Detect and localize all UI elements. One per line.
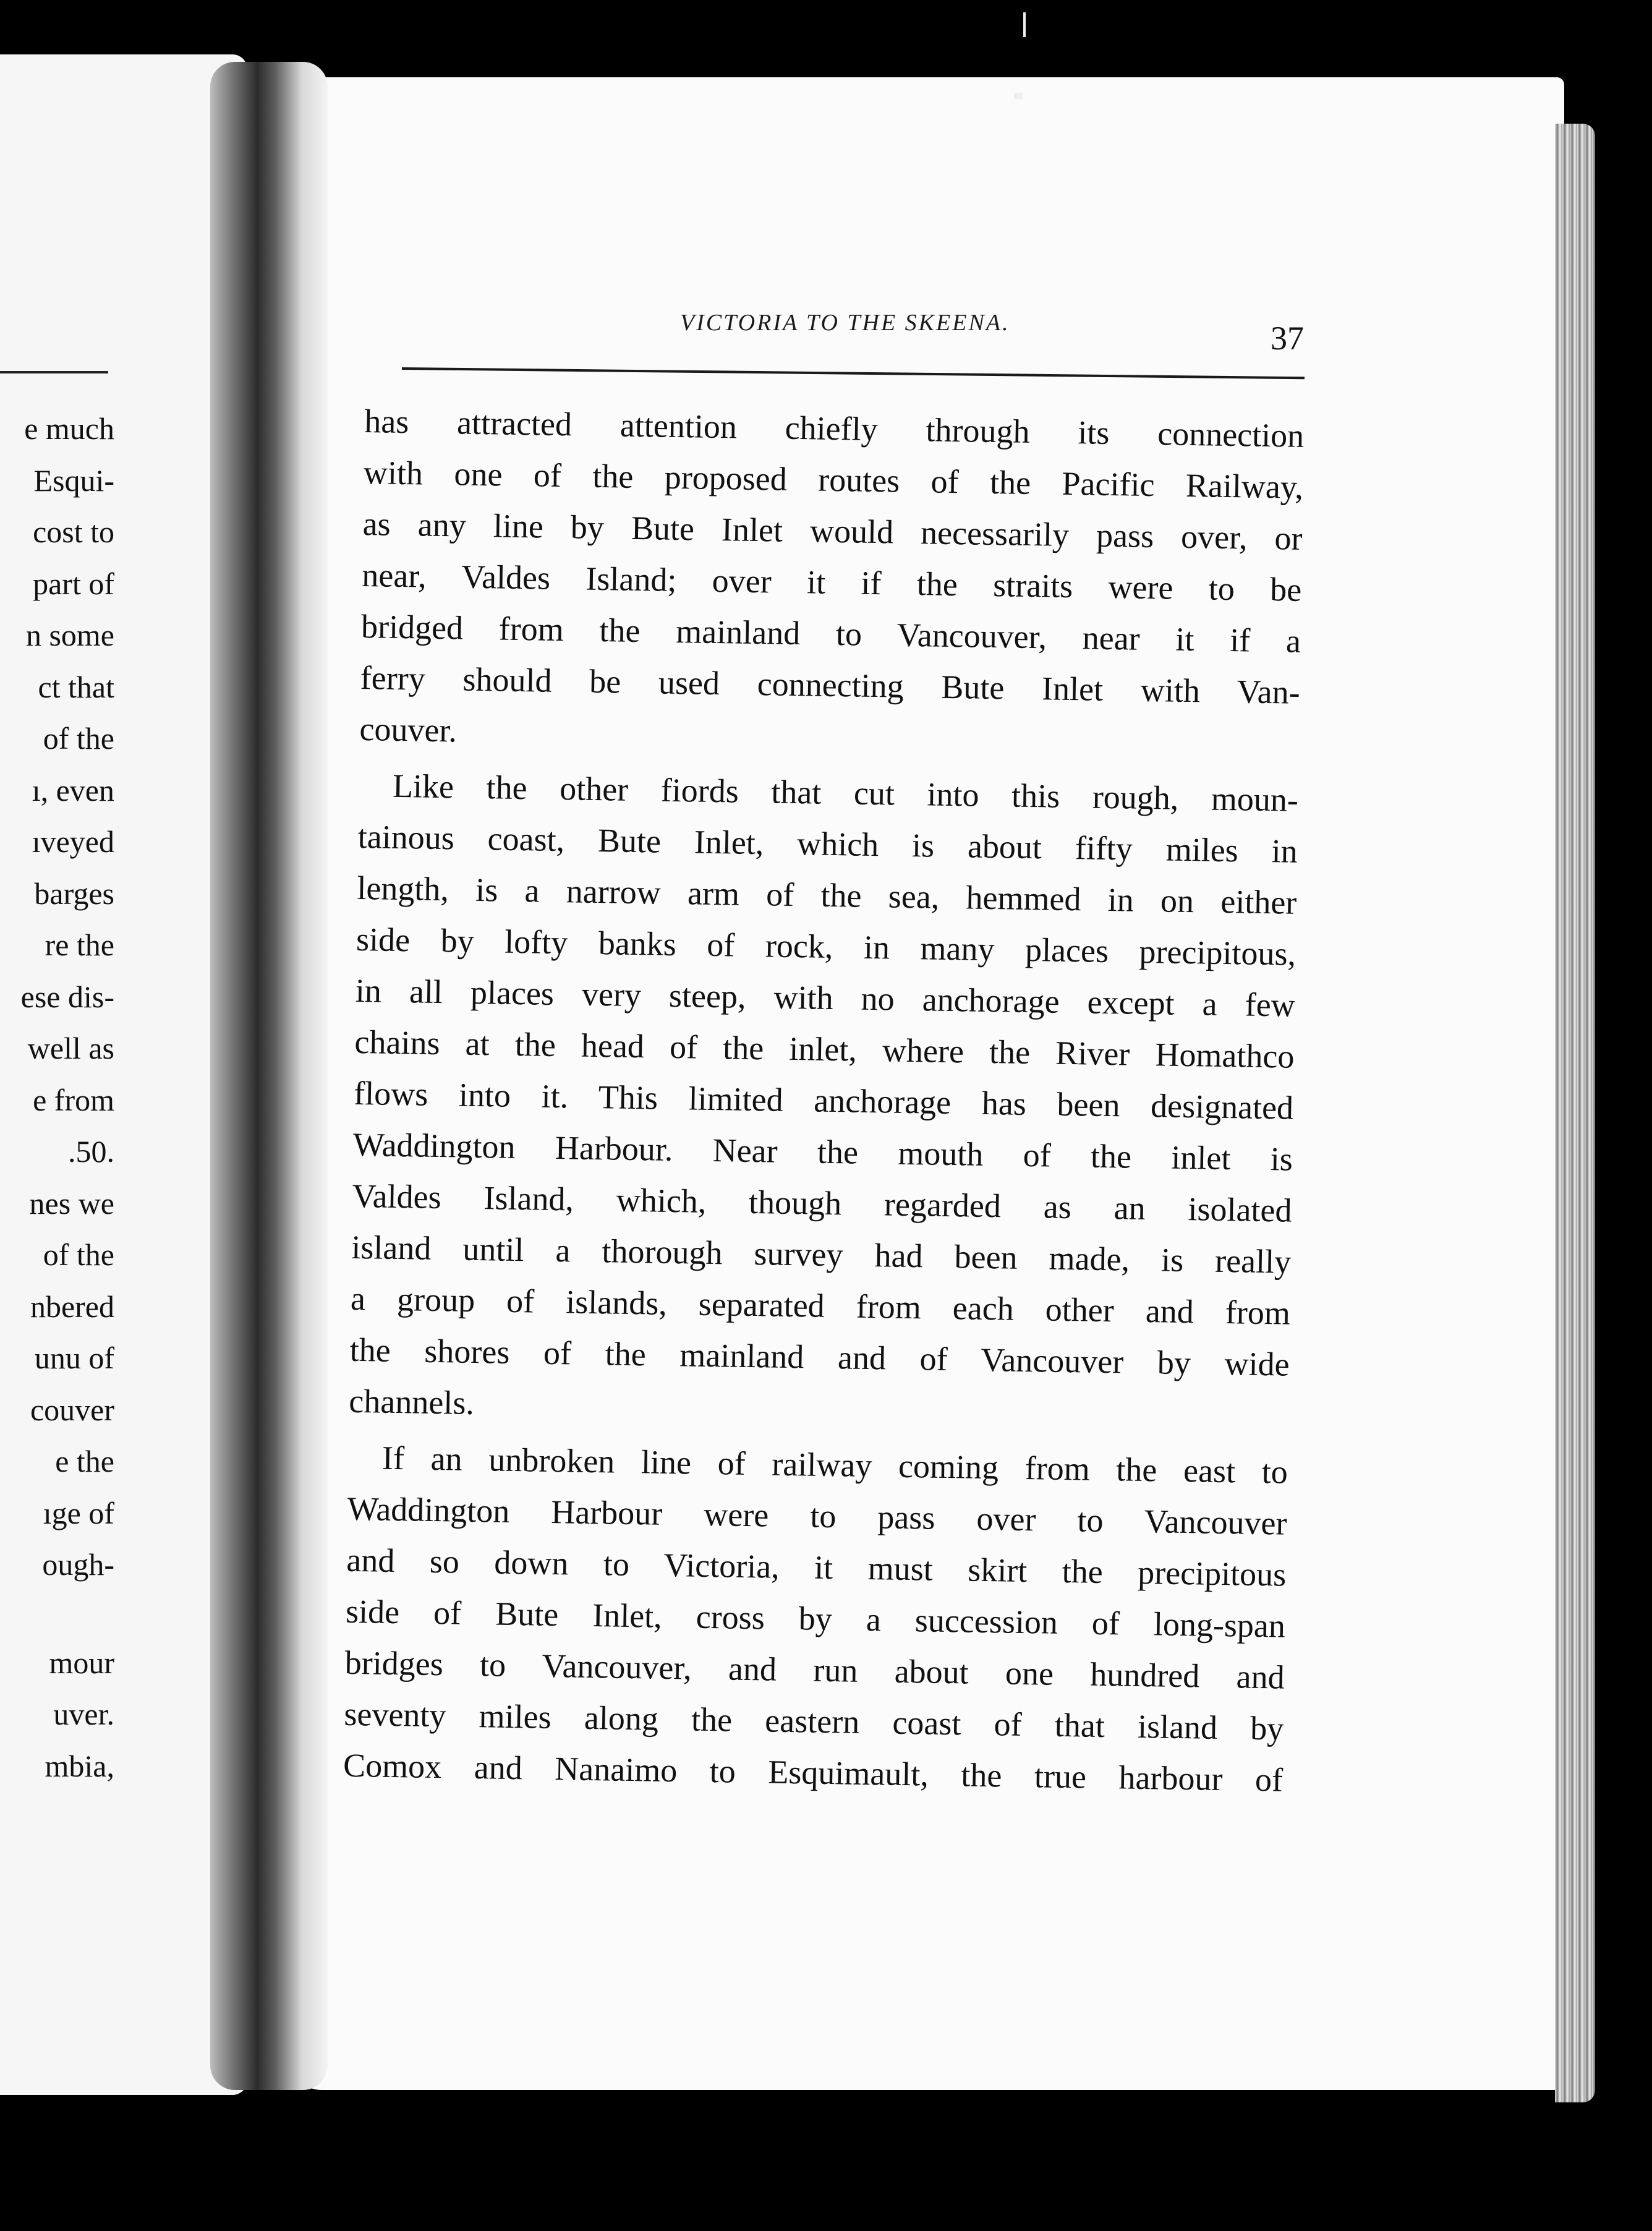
left-page-line: mbia, [45, 1748, 114, 1783]
text-line: ferry should be used connecting Bute Inlet with Van- [360, 659, 1301, 711]
text-line: side of Bute Inlet, cross by a succession of long-span [345, 1592, 1286, 1645]
text-line: Like the other fiords that cut into this rough, moun- [392, 767, 1299, 819]
left-page-line: barges [34, 876, 114, 911]
paragraph [359, 396, 1305, 770]
text-line: has attracted attention chiefly through its connection [364, 402, 1305, 454]
text-line: flows into it. This limited anchorage has been designated [353, 1074, 1294, 1127]
text-line: in all places very steep, with no anchorage except a few [355, 971, 1296, 1024]
left-page-line: well as [27, 1031, 114, 1065]
left-page-rule [0, 371, 108, 373]
text-line: as any line by Bute Inlet would necessarily pass over, or [362, 505, 1303, 557]
page-edges [1555, 124, 1595, 2102]
text-line: couver. [359, 710, 458, 749]
left-page-line: .50. [68, 1134, 114, 1169]
text-line: side by lofty banks of rock, in many places precipitous, [356, 920, 1296, 973]
text-line: Waddington Harbour. Near the mouth of the inlet is [352, 1125, 1293, 1178]
text-line: with one of the proposed routes of the Pacific Railway, [363, 453, 1304, 506]
text-line: tainous coast, Bute Inlet, which is about fifty miles in [357, 817, 1298, 870]
text-line: the shores of the mainland and of Vancouver by wide [349, 1331, 1290, 1383]
text-line: Valdes Island, which, though regarded as an isolated [352, 1177, 1292, 1229]
left-page-line: nbered [30, 1289, 114, 1324]
left-page-text [0, 403, 114, 1792]
scan-speck [1014, 93, 1023, 99]
left-page-line: ough- [42, 1547, 114, 1582]
text-line: If an unbroken line of railway coming from the east to [381, 1439, 1288, 1491]
left-page-line: ı, even [32, 772, 114, 808]
book-gutter [210, 62, 328, 2090]
page-body [343, 396, 1305, 1806]
left-page-line: of the [43, 721, 114, 756]
text-line: length, is a narrow arm of the sea, hemmed in on either [357, 869, 1297, 921]
text-line: seventy miles along the eastern coast of that island by [344, 1695, 1284, 1747]
text-line: near, Valdes Island; over it if the straits were to be [361, 556, 1302, 608]
text-line: Comox and Nanaimo to Esquimault, the true harbour of [343, 1746, 1284, 1799]
text-line: bridged from the mainland to Vancouver, near it if a [360, 607, 1301, 660]
left-page-line: unu of [34, 1341, 114, 1375]
left-page-line: of the [43, 1237, 114, 1272]
text-line: chains at the head of the inlet, where the River Homathco [354, 1023, 1295, 1075]
paragraph [343, 1432, 1288, 1806]
left-page-line: uver. [53, 1697, 114, 1731]
left-page-line [0, 1591, 114, 1637]
left-page-line: Esqui- [33, 463, 114, 498]
left-page-line: ıge of [43, 1495, 114, 1530]
page-number: 37 [1271, 320, 1304, 357]
left-page-line: ese dis- [20, 979, 114, 1014]
left-page-line: ct that [38, 669, 114, 704]
left-page-line: ıveyed [32, 824, 114, 859]
left-page-line: e the [55, 1444, 114, 1478]
left-page-line: mour [49, 1645, 114, 1680]
left-page-line: nes we [29, 1185, 114, 1221]
left-page-line: part of [33, 566, 114, 601]
left-page-line: e much [24, 411, 114, 446]
left-page-line: n some [25, 618, 114, 652]
left-page-line: re the [45, 928, 114, 962]
text-line: bridges to Vancouver, and run about one hundred and [344, 1644, 1285, 1696]
text-line: Waddington Harbour were to pass over to Vancouver [347, 1490, 1288, 1542]
left-page-line: e from [33, 1082, 114, 1117]
scan-speck [1023, 12, 1026, 37]
running-title: VICTORIA TO THE SKEENA. [680, 310, 1010, 336]
text-line: and so down to Victoria, it must skirt the precipitous [346, 1541, 1287, 1593]
left-page-line: couver [30, 1392, 114, 1427]
paragraph [349, 760, 1299, 1442]
text-line: island until a thorough survey had been made, is really [351, 1228, 1292, 1281]
text-line: a group of islands, separated from each other and from [350, 1279, 1291, 1332]
left-page-line: cost to [33, 514, 114, 549]
text-line: channels. [348, 1382, 475, 1422]
